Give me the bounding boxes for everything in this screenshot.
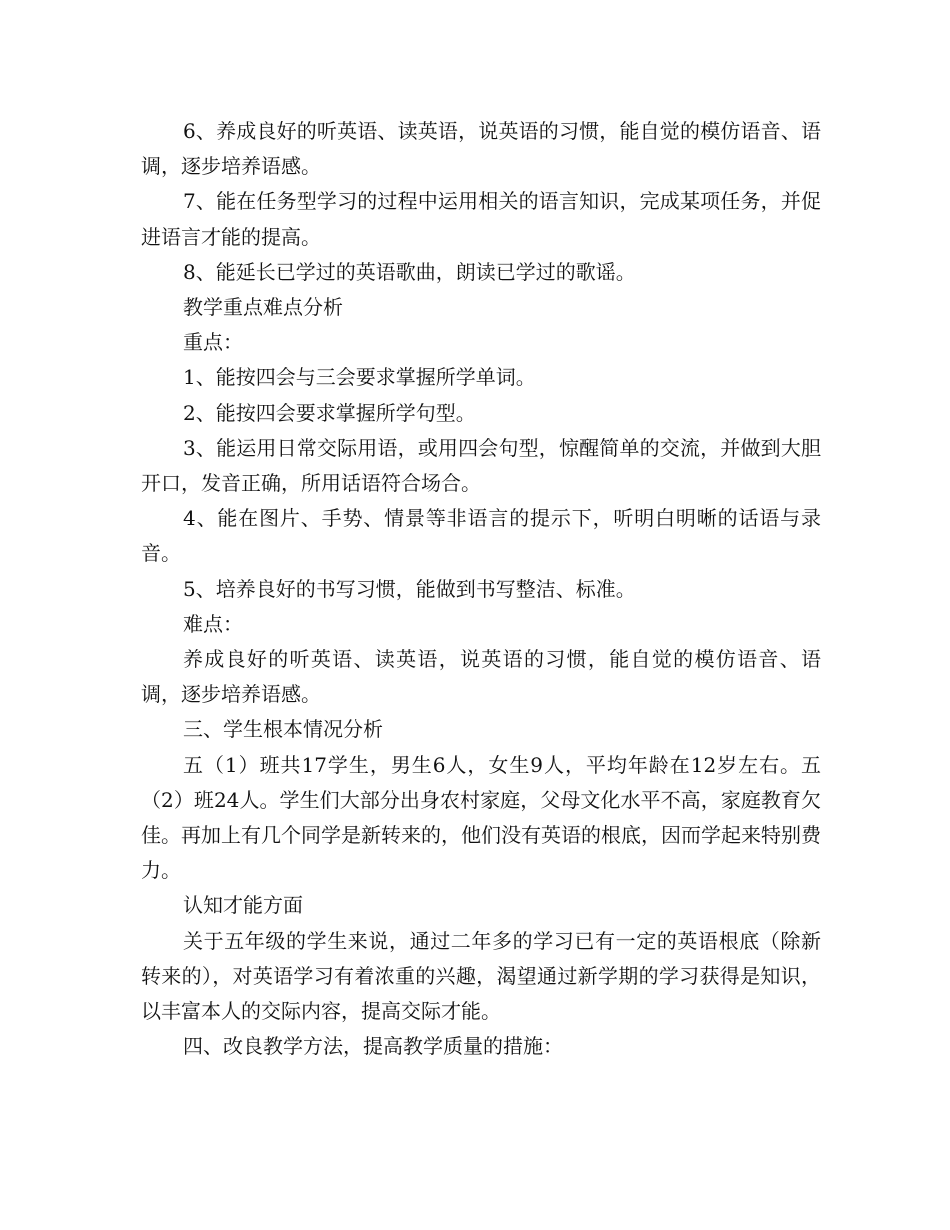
difficult-point-text: 养成良好的听英语、读英语，说英语的习惯，能自觉的模仿语音、语调，逐步培养语感。 — [141, 647, 821, 707]
key-point-2: 2、能按四会要求掌握所学句型。 — [183, 400, 476, 425]
goal-item-7: 7、能在任务型学习的过程中运用相关的语言知识，完成某项任务，并促进语言才能的提高。 — [141, 189, 821, 249]
key-point-5: 5、培养良好的书写习惯，能做到书写整洁、标准。 — [183, 576, 636, 601]
cognitive-ability-text: 关于五年级的学生来说，通过二年多的学习已有一定的英语根底（除新转来的），对英语学习有着浓重的兴趣，渴望通过新学期的学习获得是知识，以丰富本人的交际内容，提高交际才能。 — [141, 928, 821, 1024]
goal-item-8: 8、能延长已学过的英语歌曲，朗读已学过的歌谣。 — [183, 259, 636, 284]
goal-item-6: 6、养成良好的听英语、读英语，说英语的习惯，能自觉的模仿语音、语调，逐步培养语感。 — [141, 119, 821, 179]
student-analysis-text: 五（1）班共17学生，男生6人，女生9人，平均年龄在12岁左右。五（2）班24人。学生们大部分出身农村家庭，父母文化水平不高，家庭教育欠佳。再加上有几个同学是新转来的，他们没有英语的根底，因而学起来特别费力。 — [141, 752, 821, 883]
section-heading-key-difficult-points: 教学重点难点分析 — [183, 295, 343, 320]
key-point-3: 3、能运用日常交际用语，或用四会句型，惊醒简单的交流，并做到大胆开口，发音正确，所用话语符合场合。 — [141, 435, 821, 496]
section-heading-teaching-measures: 四、改良教学方法，提高教学质量的措施： — [183, 1034, 563, 1059]
section-heading-student-analysis: 三、学生根本情况分析 — [183, 717, 383, 742]
subheading-key-points: 重点： — [183, 330, 243, 355]
key-point-4: 4、能在图片、手势、情景等非语言的提示下，听明白明晰的话语与录音。 — [141, 506, 821, 566]
subheading-difficult-points: 难点： — [183, 611, 243, 636]
subheading-cognitive-ability: 认知才能方面 — [183, 893, 303, 918]
document-page — [141, 114, 821, 1064]
key-point-1: 1、能按四会与三会要求掌握所学单词。 — [183, 365, 536, 390]
